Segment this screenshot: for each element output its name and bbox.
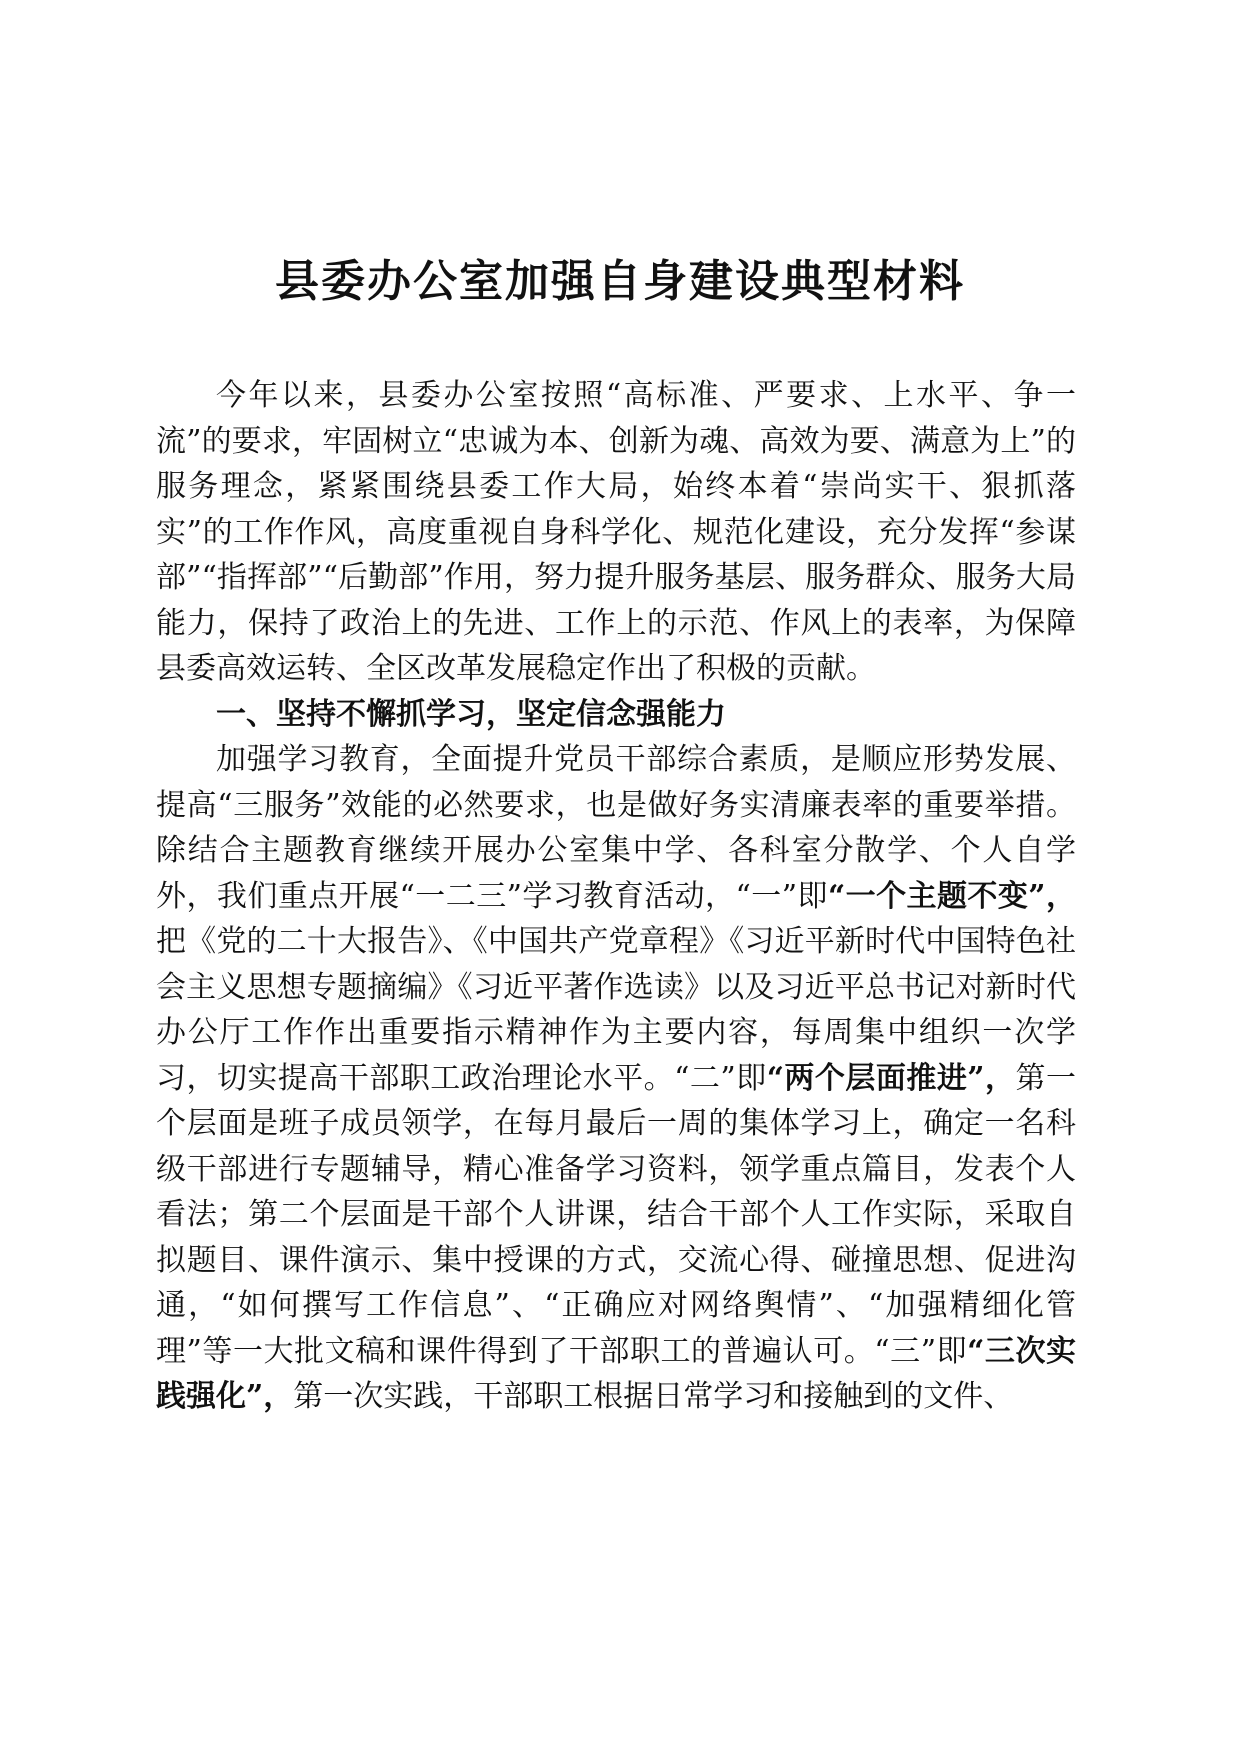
bold-phrase: “三次实践强化”， (156, 1333, 1076, 1414)
paragraph-text: 第一个层面是班子成员领学，在每月最后一周的集体学习上，确定一名科级干部进行专题辅导，精心准备学习资料，领学重点篇目，发表个人看法；第二个层面是干部个人讲课，结合干部个人工作实际，采取自拟题目、课件演示、集中授课的方式，交流心得、碰撞思想、促进沟通，“如何撰写工作信息”、“正确应对网络舆情”、“加强精细化管理”等一大批文稿和课件得到了干部职工的普遍认可。“三”即 (156, 1060, 1076, 1369)
bold-phrase: “两个层面推进”， (766, 1060, 1016, 1096)
intro-paragraph: 今年以来，县委办公室按照“高标准、严要求、上水平、争一流”的要求，牢固树立“忠诚为本、创新为魂、高效为要、满意为上”的服务理念，紧紧围绕县委工作大局，始终本着“崇尚实干、狠抓落实”的工作作风，高度重视自身科学化、规范化建设，充分发挥“参谋部”“指挥部”“后勤部”作用，努力提升服务基层、服务群众、服务大局能力，保持了政治上的先进、工作上的示范、作风上的表率，为保障县委高效运转、全区改革发展稳定作出了积极的贡献。 (156, 378, 1076, 686)
document-body (156, 373, 1076, 1420)
paragraph-text: 第一次实践，干部职工根据日常学习和接触到的文件、 (293, 1379, 1014, 1414)
paragraph-text: 把《党的二十大报告》、《中国共产党章程》《习近平新时代中国特色社会主义思想专题摘编》《习近平著作选读》以及习近平总书记对新时代办公厅工作作出重要指示精神作为主要内容，每周集中组织一次学习，切实提高干部职工政治理论水平。“二”即 (156, 924, 1076, 1096)
section-paragraph (156, 737, 1076, 1420)
document-title: 县委办公室加强自身建设典型材料 (275, 256, 965, 307)
paragraph-text: 加强学习教育，全面提升党员干部综合素质，是顺应形势发展、提高“三服务”效能的必然要求，也是做好务实清廉表率的重要举措。除结合主题教育继续开展办公室集中学、各科室分散学、个人自学外，我们重点开展“一二三”学习教育活动，“一”即 (156, 742, 1076, 914)
section-heading: 一、坚持不懈抓学习，坚定信念强能力 (216, 696, 726, 732)
bold-phrase: “一个主题不变”， (827, 878, 1076, 914)
